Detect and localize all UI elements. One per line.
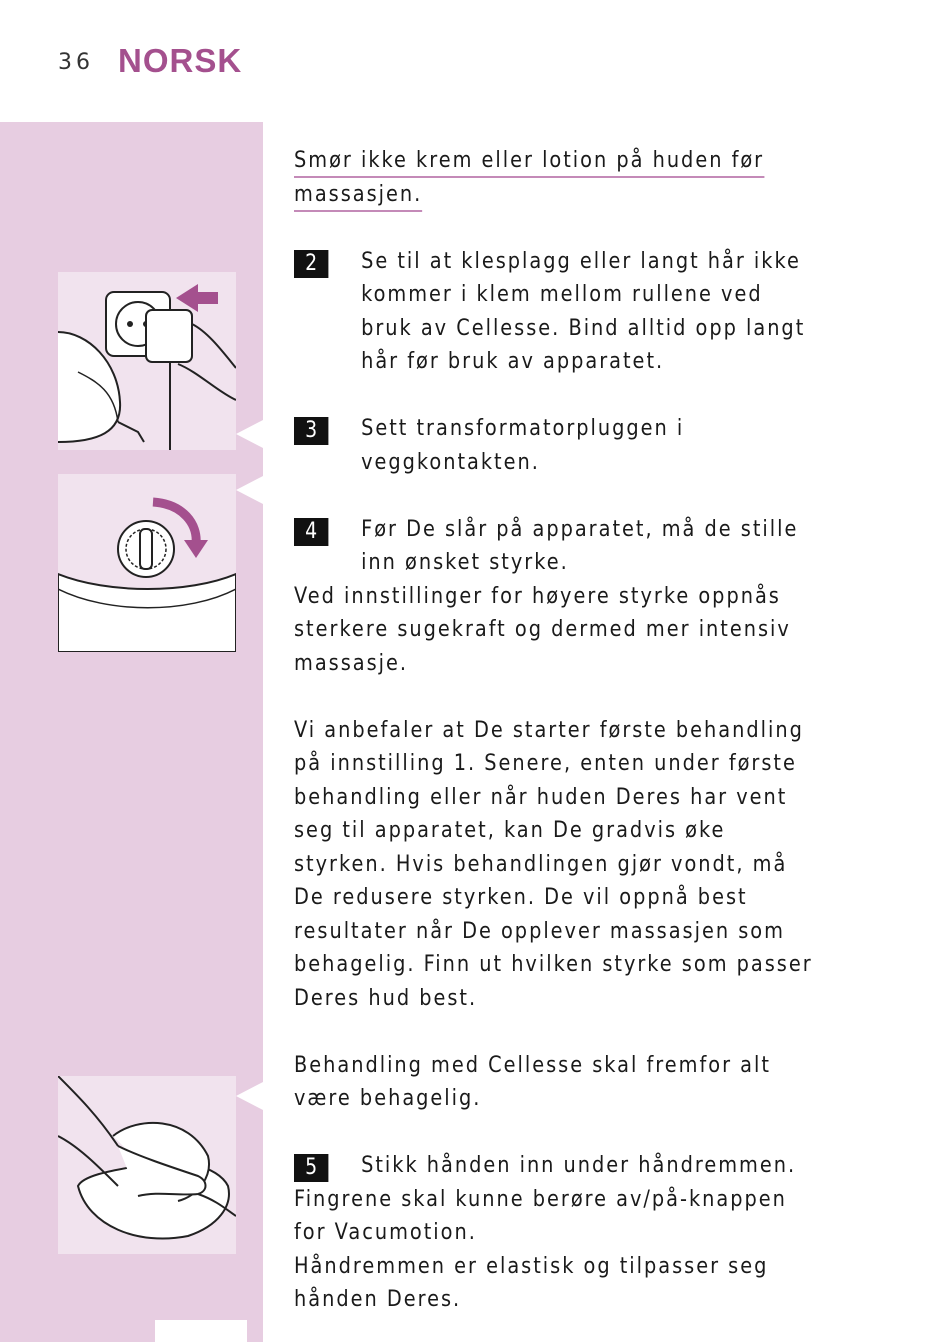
hand-strap-icon: [58, 1076, 236, 1254]
recommendation-text: Vi anbefaler at De starter første behandling på innstilling 1. Senere, enten under første behandling eller når huden Deres har vent seg til apparatet, kan De gradvis øke styrken. Hvis behandlingen gjør vondt, må De redusere styrken. De vil oppnå best resultater når De opplever massasjen som behagelig. Finn ut hvilken styrke som passer Deres hud best.: [294, 716, 813, 1011]
step-text: Sett transformatorpluggen i veggkontakten.: [361, 415, 685, 475]
step-text: Se til at klesplagg eller langt hår ikke kommer i klem mellom rullene ved bruk av Cellesse. Bind alltid opp langt hår før bruk av apparatet.: [361, 247, 806, 374]
step-5: [294, 1149, 819, 1183]
socket-plug-icon: [58, 272, 236, 450]
section-title: NORSK: [118, 42, 243, 79]
step-4: [294, 513, 819, 580]
hand-strap-illustration: [58, 1076, 236, 1254]
instructions-content: [294, 144, 819, 1317]
illustration-pointer: [236, 1082, 263, 1110]
comfort-note: Behandling med Cellesse skal fremfor alt være behagelig.: [294, 1051, 771, 1111]
intensity-dial-illustration: [58, 474, 236, 652]
page-number: 36: [58, 50, 94, 75]
step-number: 3: [294, 417, 328, 445]
illustration-pointer: [236, 476, 263, 504]
warning-text: Smør ikke krem eller lotion på huden før massasjen.: [294, 147, 764, 212]
step-text: Før De slår på apparatet, må de stille inn ønsket styrke.: [361, 515, 799, 575]
step-text: Stikk hånden inn under håndremmen.: [361, 1152, 797, 1178]
step-5-note-strap: Håndremmen er elastisk og tilpasser seg hånden Deres.: [294, 1252, 769, 1312]
warning-note: [294, 144, 819, 211]
step-number: 5: [294, 1154, 328, 1182]
step-4-note: Ved innstillinger for høyere styrke oppnås sterkere sugekraft og dermed mer intensiv massasje.: [294, 582, 791, 676]
step-number: 4: [294, 518, 328, 546]
illustration-pointer: [236, 420, 263, 448]
step-2: [294, 245, 819, 379]
footer-tab: [155, 1320, 247, 1342]
plug-into-socket-illustration: [58, 272, 236, 450]
step-3: [294, 412, 819, 479]
step-number: 2: [294, 250, 328, 278]
rotate-dial-icon: [58, 474, 236, 652]
step-5-note-fingers: Fingrene skal kunne berøre av/på-knappen for Vacumotion.: [294, 1185, 787, 1245]
